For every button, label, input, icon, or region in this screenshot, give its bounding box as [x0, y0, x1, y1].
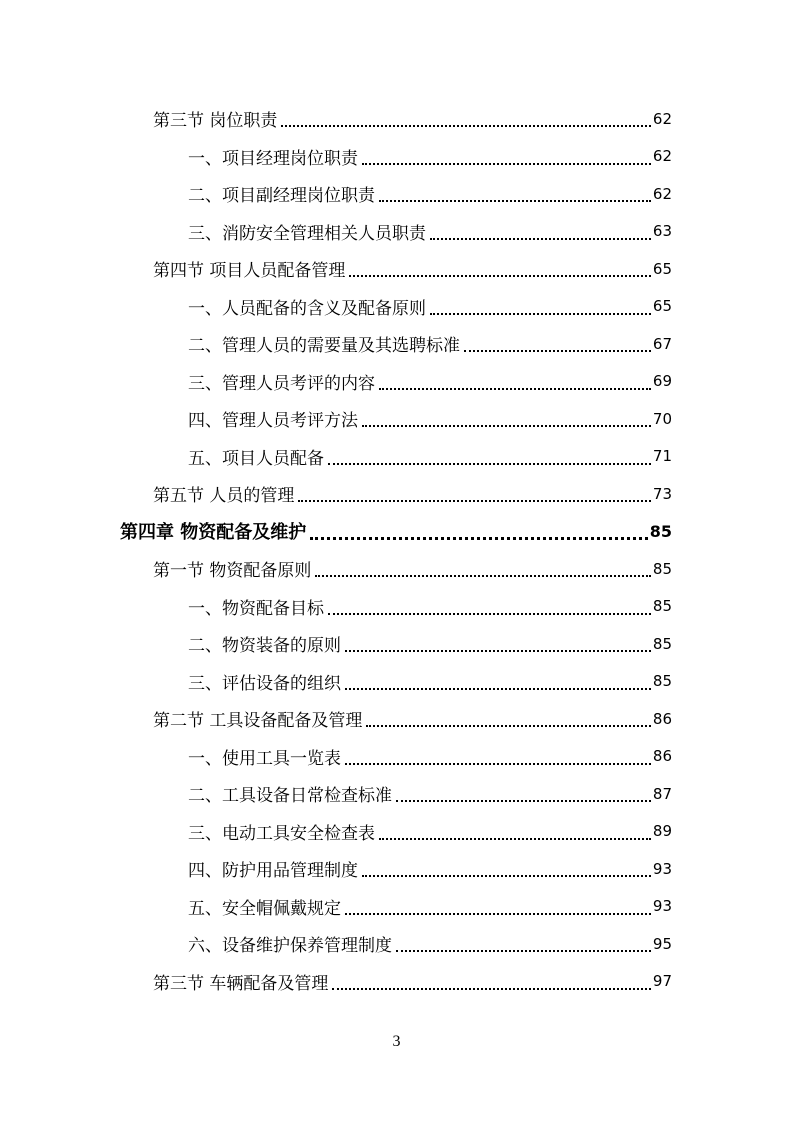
toc-entry-title: 一、使用工具一览表 [188, 748, 341, 769]
toc-entry-page-number: 87 [652, 784, 672, 803]
toc-dot-leader [345, 649, 651, 652]
toc-entry-title: 一、人员配备的含义及配备原则 [188, 298, 426, 319]
toc-dot-leader [328, 462, 651, 465]
toc-subsection-entry[interactable] [0, 400, 793, 438]
toc-section-entry[interactable] [0, 250, 793, 288]
toc-dot-leader [298, 499, 651, 502]
toc-section-entry[interactable] [0, 700, 793, 738]
toc-entry-page-number: 93 [652, 859, 672, 878]
toc-section-entry[interactable] [0, 550, 793, 588]
toc-subsection-entry[interactable] [0, 738, 793, 776]
toc-dot-leader [396, 949, 651, 952]
toc-entry-page-number: 69 [652, 372, 672, 391]
toc-dot-leader [379, 837, 651, 840]
toc-entry-title: 一、物资配备目标 [188, 598, 324, 619]
toc-dot-leader [379, 387, 651, 390]
toc-entry-page-number: 97 [652, 972, 672, 991]
toc-entry-title: 第四章 物资配备及维护 [120, 522, 307, 544]
toc-entry-title: 第二节 工具设备配备及管理 [153, 711, 363, 732]
toc-entry-page-number: 63 [652, 222, 672, 241]
toc-dot-leader [362, 424, 651, 427]
toc-entry-title: 三、电动工具安全检查表 [188, 823, 375, 844]
toc-dot-leader [328, 612, 651, 615]
toc-entry-page-number: 62 [652, 184, 672, 203]
toc-subsection-entry[interactable] [0, 325, 793, 363]
toc-entry-title: 二、物资装备的原则 [188, 636, 341, 657]
toc-entry-page-number: 93 [652, 897, 672, 916]
toc-subsection-entry[interactable] [0, 663, 793, 701]
toc-section-entry[interactable] [0, 475, 793, 513]
toc-entry-page-number: 86 [652, 709, 672, 728]
toc-entry-page-number: 62 [652, 109, 672, 128]
toc-entry-page-number: 85 [652, 634, 672, 653]
toc-subsection-entry[interactable] [0, 363, 793, 401]
toc-entry-page-number: 71 [652, 447, 672, 466]
toc-entry-title: 六、设备维护保养管理制度 [188, 936, 392, 957]
toc-entry-title: 二、工具设备日常检查标准 [188, 786, 392, 807]
toc-entry-title: 二、项目副经理岗位职责 [188, 186, 375, 207]
toc-dot-leader [315, 574, 651, 577]
toc-entry-title: 四、管理人员考评方法 [188, 411, 358, 432]
toc-subsection-entry[interactable] [0, 175, 793, 213]
toc-subsection-entry[interactable] [0, 888, 793, 926]
toc-subsection-entry[interactable] [0, 588, 793, 626]
toc-subsection-entry[interactable] [0, 438, 793, 476]
toc-entry-page-number: 85 [652, 672, 672, 691]
toc-entry-page-number: 70 [652, 409, 672, 428]
toc-dot-leader [396, 799, 651, 802]
toc-entry-title: 第五节 人员的管理 [153, 486, 295, 507]
toc-entry-page-number: 73 [652, 484, 672, 503]
toc-entry-page-number: 65 [652, 297, 672, 316]
page-number: 3 [392, 1033, 401, 1050]
toc-entry-title: 第四节 项目人员配备管理 [153, 261, 346, 282]
toc-dot-leader [332, 987, 651, 990]
toc-subsection-entry[interactable] [0, 138, 793, 176]
toc-entry-title: 三、消防安全管理相关人员职责 [188, 223, 426, 244]
toc-subsection-entry[interactable] [0, 850, 793, 888]
toc-dot-leader [362, 162, 651, 165]
toc-subsection-entry[interactable] [0, 625, 793, 663]
toc-subsection-entry[interactable] [0, 213, 793, 251]
toc-dot-leader [345, 687, 651, 690]
toc-dot-leader [379, 199, 651, 202]
toc-dot-leader [366, 724, 651, 727]
toc-subsection-entry[interactable] [0, 288, 793, 326]
toc-subsection-entry[interactable] [0, 813, 793, 851]
toc-entry-title: 第三节 岗位职责 [153, 111, 278, 132]
toc-dot-leader [349, 274, 651, 277]
toc-section-entry[interactable] [0, 100, 793, 138]
toc-entry-title: 二、管理人员的需要量及其选聘标准 [188, 336, 460, 357]
toc-entry-page-number: 65 [652, 259, 672, 278]
toc-entry-page-number: 86 [652, 747, 672, 766]
toc-entry-title: 五、项目人员配备 [188, 448, 324, 469]
toc-entry-page-number: 85 [652, 597, 672, 616]
toc-entry-title: 五、安全帽佩戴规定 [188, 898, 341, 919]
toc-dot-leader [430, 312, 651, 315]
toc-dot-leader [345, 762, 651, 765]
toc-dot-leader [362, 874, 651, 877]
toc-entry-page-number: 85 [652, 559, 672, 578]
toc-entry-page-number: 89 [652, 822, 672, 841]
toc-entry-title: 三、评估设备的组织 [188, 673, 341, 694]
toc-chapter-entry[interactable] [0, 513, 793, 551]
toc-entry-page-number: 67 [652, 334, 672, 353]
toc-entry-title: 第一节 物资配备原则 [153, 561, 312, 582]
toc-entry-page-number: 95 [652, 934, 672, 953]
table-of-contents [0, 100, 793, 1000]
toc-entry-title: 一、项目经理岗位职责 [188, 148, 358, 169]
toc-dot-leader [430, 237, 651, 240]
toc-subsection-entry[interactable] [0, 775, 793, 813]
toc-entry-page-number: 85 [649, 521, 672, 541]
toc-entry-title: 三、管理人员考评的内容 [188, 373, 375, 394]
toc-subsection-entry[interactable] [0, 925, 793, 963]
toc-entry-page-number: 62 [652, 147, 672, 166]
toc-dot-leader [281, 124, 651, 127]
toc-entry-title: 四、防护用品管理制度 [188, 861, 358, 882]
toc-entry-title: 第三节 车辆配备及管理 [153, 973, 329, 994]
toc-dot-leader [464, 349, 651, 352]
toc-dot-leader [310, 536, 647, 540]
toc-dot-leader [345, 912, 651, 915]
toc-section-entry[interactable] [0, 963, 793, 1001]
